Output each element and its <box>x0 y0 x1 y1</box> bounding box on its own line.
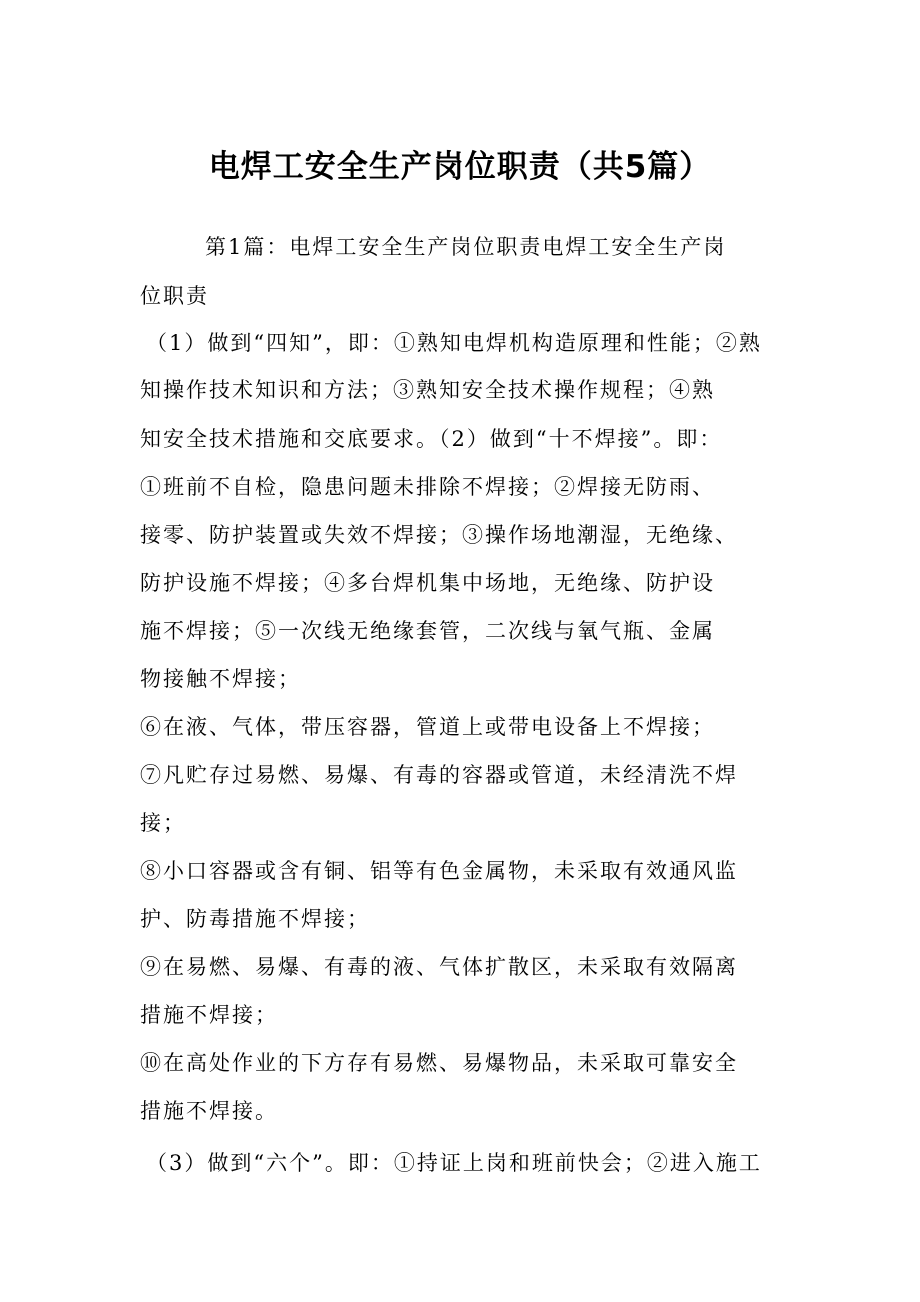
paragraph-line: 位职责 <box>140 284 209 308</box>
paragraph-line: 第1篇：电焊工安全生产岗位职责电焊工安全生产岗 <box>205 235 727 259</box>
paragraph-line: 知操作技术知识和方法；③熟知安全技术操作规程；④熟 <box>140 378 715 402</box>
paragraph-line: （3）做到“六个”。即：①持证上岗和班前快会；②进入施工 <box>146 1151 762 1175</box>
paragraph-line: 接零、防护装置或失效不焊接；③操作场地潮湿，无绝缘、 <box>140 523 738 547</box>
paragraph-line: （1）做到“四知”，即：①熟知电焊机构造原理和性能；②熟 <box>146 331 762 355</box>
paragraph-line: 措施不焊接； <box>140 1003 278 1027</box>
document-title: 电焊工安全生产岗位职责（共5篇） <box>208 149 712 185</box>
paragraph-line: ①班前不自检，隐患问题未排除不焊接；②焊接无防雨、 <box>140 475 715 499</box>
paragraph-line: 知安全技术措施和交底要求。（2）做到“十不焊接”。即： <box>140 427 723 451</box>
paragraph-line: ⑩在高处作业的下方存有易燃、易爆物品，未采取可靠安全 <box>140 1051 738 1075</box>
paragraph-line: ⑧小口容器或含有铜、铝等有色金属物，未采取有效通风监 <box>140 859 738 883</box>
paragraph-line: 防护设施不焊接；④多台焊机集中场地，无绝缘、防护设 <box>140 571 715 595</box>
paragraph-line: 物接触不焊接； <box>140 667 301 691</box>
paragraph-line: 接； <box>140 811 186 835</box>
paragraph-line: 措施不焊接。 <box>140 1099 278 1123</box>
paragraph-line: ⑨在易燃、易爆、有毒的液、气体扩散区，未采取有效隔离 <box>140 955 738 979</box>
paragraph-line: ⑥在液、气体，带压容器，管道上或带电设备上不焊接； <box>140 715 715 739</box>
paragraph-line: ⑦凡贮存过易燃、易爆、有毒的容器或管道，未经清洗不焊 <box>140 763 738 787</box>
paragraph-line: 施不焊接；⑤一次线无绝缘套管，二次线与氧气瓶、金属 <box>140 619 715 643</box>
paragraph-line: 护、防毒措施不焊接； <box>140 907 370 931</box>
